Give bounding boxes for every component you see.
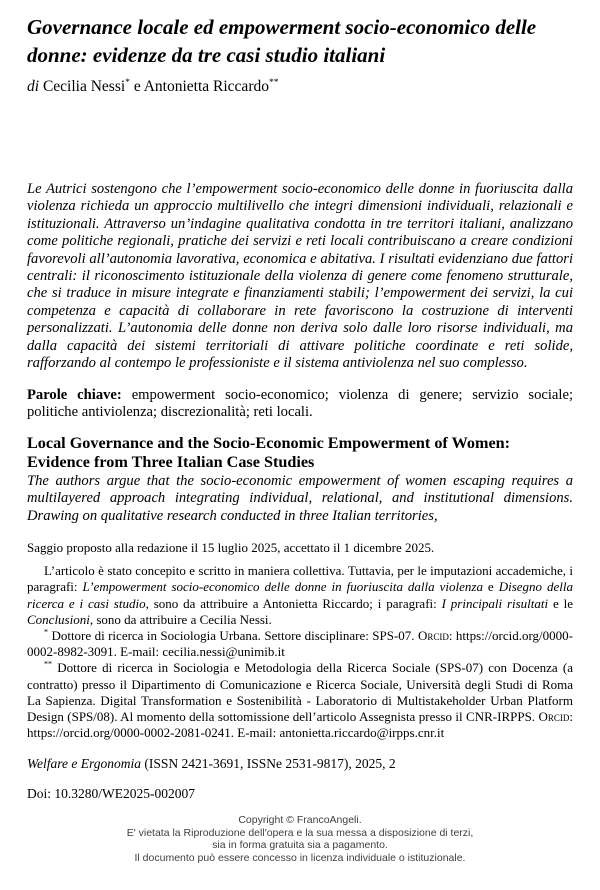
author-byline: di Cecilia Nessi* e Antonietta Riccardo** — [27, 76, 279, 95]
footnote-first-author-bio: * Dottore di ricerca in Sociologia Urbana. Settore disciplinare: SPS-07. Orcid: https://orcid.org/0000-0002-8982-3091. E-mail: cecilia.nessi@unimib.it — [27, 627, 574, 660]
footnote-second-author-bio: ** Dottore di ricerca in Sociologia e Metodologia della Ricerca Sociale (SPS-07) con Docenza (a contratto) presso il Dipartimento di Comunicazione e Ricerca Sociale, Università degli Studi di Roma La Sapienza. Digital Transformation e Sostenibilità - Laboratorio di Multistakeholder Urban Platform Design (SPS/08). Al momento della sottomissione dell’articolo Assegnista presso il CNR-IRPPS. Orcid: https://orcid.org/0000-0002-2081-0241. E-mail: antonietta.riccardo@irpps.cnr.it — [27, 659, 573, 741]
journal-issue-line: Welfare e Ergonomia (ISSN 2421-3691, ISSNe 2531-9817), 2025, 2 — [27, 756, 396, 772]
doi-line: Doi: 10.3280/WE2025-002007 — [27, 786, 195, 802]
submission-acceptance-note: Saggio proposto alla redazione il 15 luglio 2025, accettato il 1 dicembre 2025. — [27, 540, 435, 556]
copyright-line-1: Copyright © FrancoAngeli. — [238, 814, 362, 827]
article-title-english: Local Governance and the Socio-Economic Empowerment of Women: Evidence from Three Italian Case Studies — [27, 433, 511, 472]
abstract-english: The authors argue that the socio-economic empowerment of women escaping requires a multilayered approach integrating individual, relational, and institutional dimensions. Drawing on qualitative research conducted in three Italian territories, — [27, 472, 573, 524]
article-title-italian: Governance locale ed empowerment socio-economico delle donne: evidenze da tre casi studio italiani — [27, 15, 537, 67]
keywords-italian: Parole chiave: empowerment socio-economico; violenza di genere; servizio sociale; politiche antiviolenza; discrezionalità; reti locali. — [27, 387, 573, 421]
footnote-authorship-attribution: L’articolo è stato concepito e scritto in maniera collettiva. Tuttavia, per le imputazioni accademiche, i paragrafi: L’empowerment socio-economico delle donne in fuoriuscita dalla violenza e Disegno della ricerca e i casi studio, sono da attribuire a Antonietta Riccardo; i paragrafi: I principali risultati e le Conclusioni, sono da attribuire a Cecilia Nessi. — [27, 563, 573, 627]
copyright-notice — [27, 814, 573, 864]
copyright-line-3: sia in forma gratuita sia a pagamento. — [212, 839, 388, 852]
abstract-italian: Le Autrici sostengono che l’empowerment socio-economico delle donne in fuoriuscita dalla violenza richieda un approccio multilivello che integri dimensioni individuali, relazionali e istituzionali. Attraverso un’indagine qualitativa condotta in tre territori italiani, analizzano come politiche regionali, pratiche dei servizi e reti locali contribuiscano a creare condizioni favorevoli all’autonomia lavorativa, economica e abitativa. I risultati evidenziano due fattori centrali: il riconoscimento istituzionale della violenza di genere come fenomeno strutturale, che si traduce in misure integrate e finanziamenti stabili; l’empowerment dei servizi, la cui competenza e capacità di collaborare in rete favoriscono la costruzione di interventi personalizzati. L’autonomia delle donne non deriva solo dalle loro risorse individuali, ma dalla capacità dei sistemi territoriali di attivare politiche coordinate e reti solide, rafforzando al contempo le professioniste e il sistema antiviolenza nel suo complesso. — [27, 181, 573, 372]
copyright-line-4: Il documento può essere concesso in licenza individuale o istituzionale. — [134, 851, 466, 864]
copyright-line-2: E' vietata la Riproduzione dell'opera e la sua messa a disposizione di terzi, — [126, 826, 474, 839]
